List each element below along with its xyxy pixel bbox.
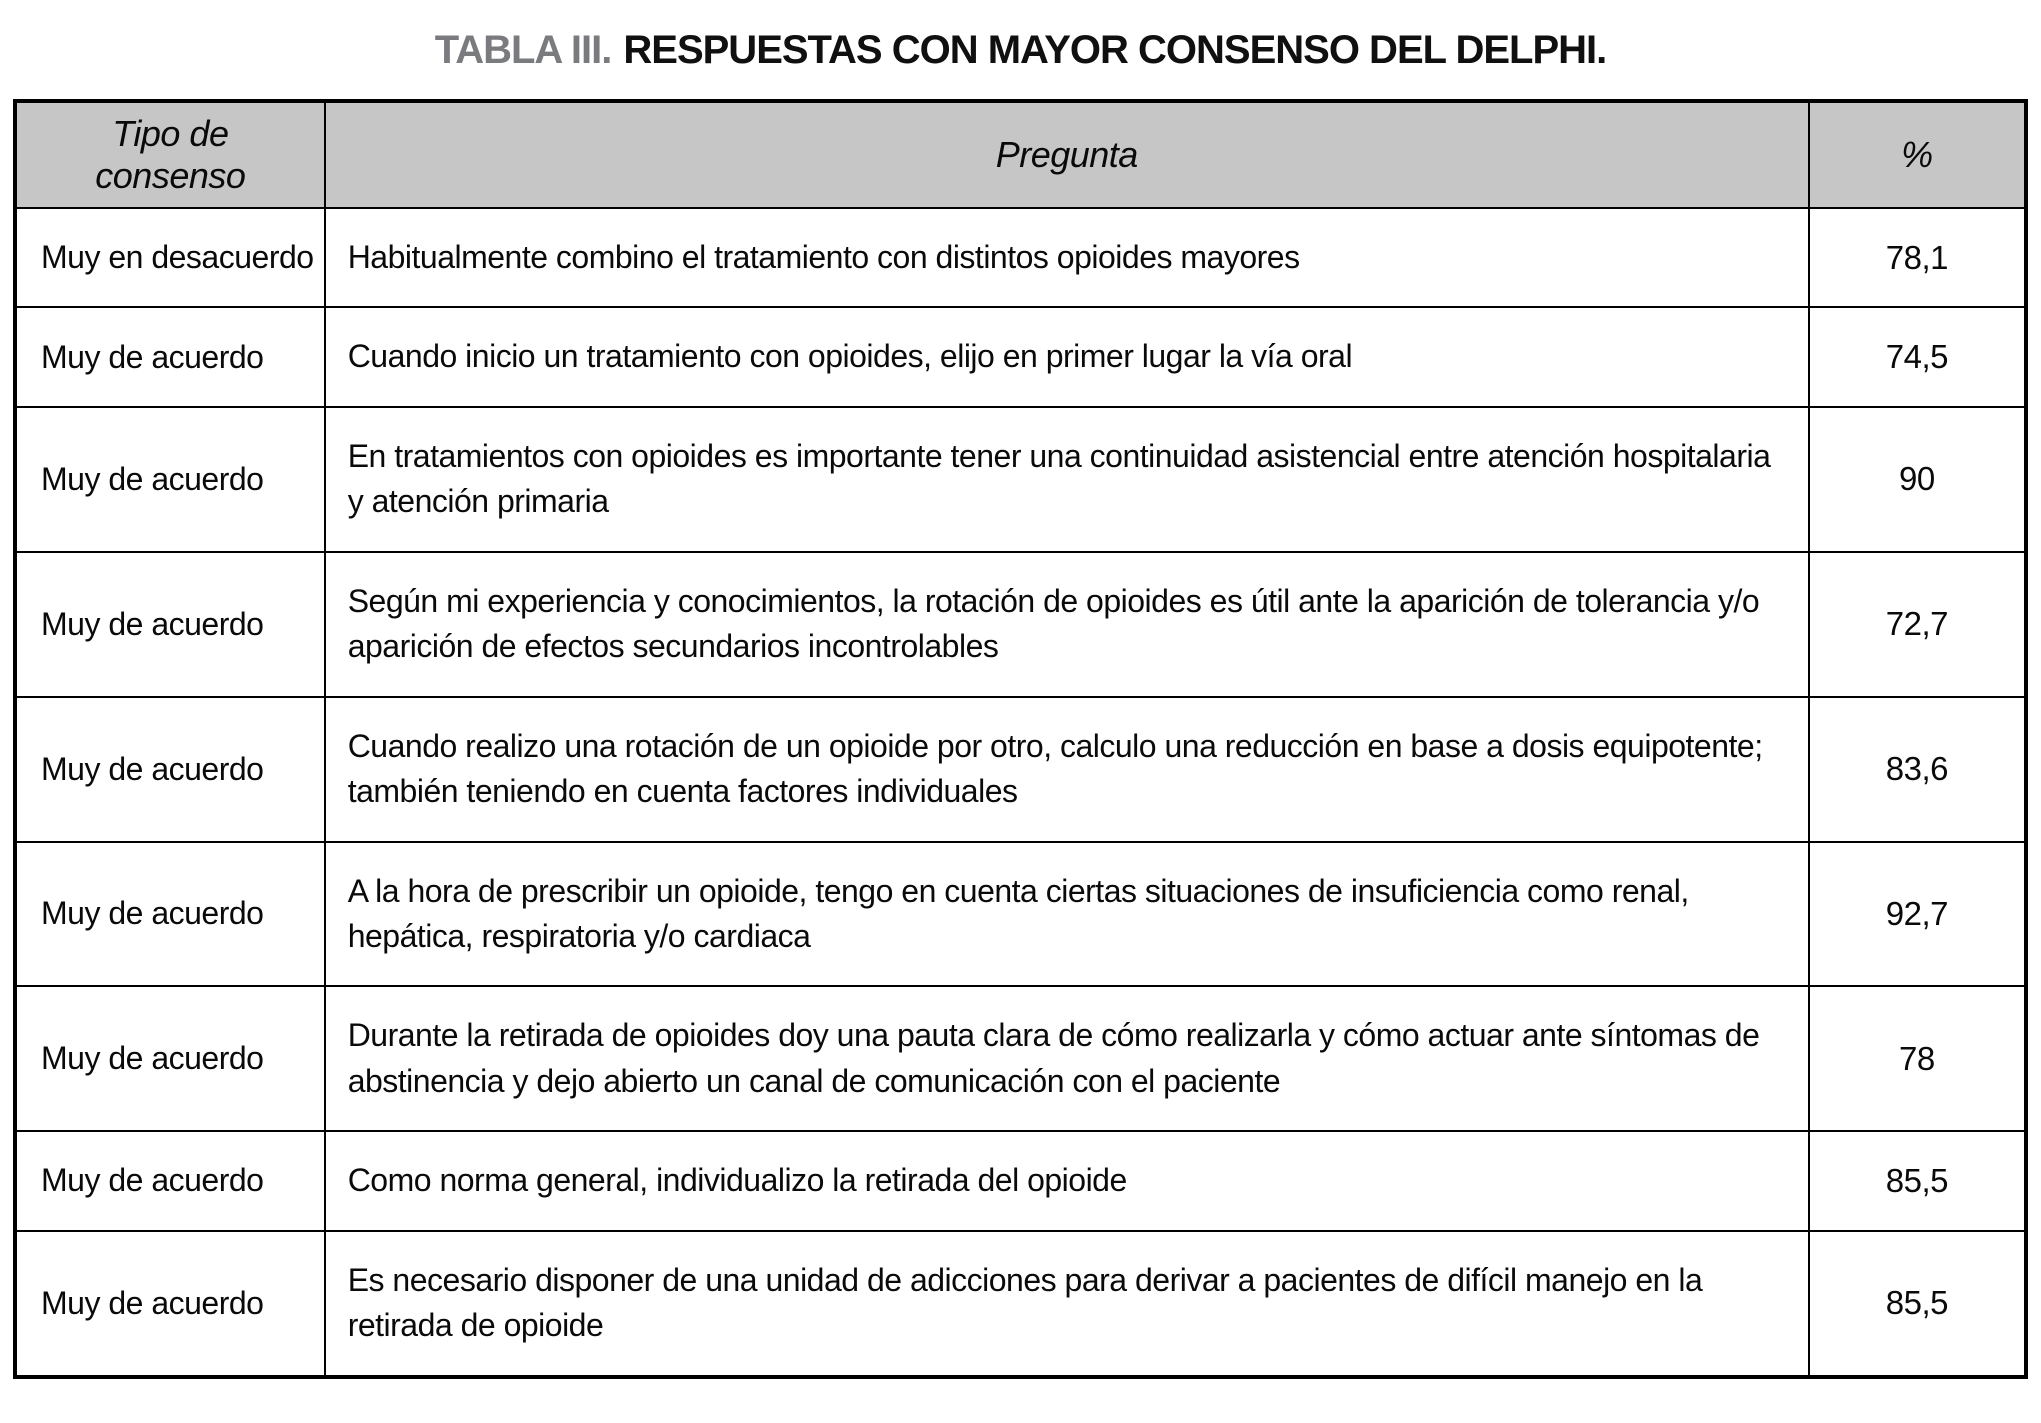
consensus-type-cell: Muy de acuerdo — [15, 842, 325, 987]
percent-cell: 85,5 — [1809, 1131, 2026, 1230]
consensus-type-cell: Muy de acuerdo — [15, 407, 325, 552]
header-row — [15, 101, 2026, 208]
table-row — [15, 1131, 2026, 1230]
table-row — [15, 552, 2026, 697]
header-percent: % — [1809, 101, 2026, 208]
percent-cell: 78,1 — [1809, 208, 2026, 307]
consensus-type-cell: Muy de acuerdo — [15, 307, 325, 406]
table-title — [13, 28, 2028, 73]
percent-cell: 90 — [1809, 407, 2026, 552]
table-title-label: TABLA III. — [434, 28, 612, 72]
question-cell: Es necesario disponer de una unidad de adicciones para derivar a pacientes de difícil manejo en la retirada de opioide — [325, 1231, 1809, 1377]
table-row — [15, 208, 2026, 307]
table-row — [15, 1231, 2026, 1377]
consensus-type-cell: Muy de acuerdo — [15, 1231, 325, 1377]
percent-cell: 83,6 — [1809, 697, 2026, 842]
table-header — [15, 101, 2026, 208]
question-cell: Según mi experiencia y conocimientos, la rotación de opioides es útil ante la aparición de tolerancia y/o aparición de efectos secundarios incontrolables — [325, 552, 1809, 697]
question-cell: Habitualmente combino el tratamiento con distintos opioides mayores — [325, 208, 1809, 307]
table-row — [15, 842, 2026, 987]
table-row — [15, 307, 2026, 406]
question-cell: Cuando inicio un tratamiento con opioides, elijo en primer lugar la vía oral — [325, 307, 1809, 406]
table-row — [15, 697, 2026, 842]
percent-cell: 92,7 — [1809, 842, 2026, 987]
table-row — [15, 986, 2026, 1131]
percent-cell: 74,5 — [1809, 307, 2026, 406]
question-cell: Cuando realizo una rotación de un opioide por otro, calculo una reducción en base a dosis equipotente; también teniendo en cuenta factores individuales — [325, 697, 1809, 842]
consensus-type-cell: Muy de acuerdo — [15, 697, 325, 842]
table-row — [15, 407, 2026, 552]
consensus-type-cell: Muy en desacuerdo — [15, 208, 325, 307]
question-cell: En tratamientos con opioides es importante tener una continuidad asistencial entre atención hospitalaria y atención primaria — [325, 407, 1809, 552]
consensus-type-cell: Muy de acuerdo — [15, 986, 325, 1131]
header-question: Pregunta — [325, 101, 1809, 208]
percent-cell: 72,7 — [1809, 552, 2026, 697]
table-title-text: RESPUESTAS CON MAYOR CONSENSO DEL DELPHI. — [623, 28, 1607, 72]
percent-cell: 78 — [1809, 986, 2026, 1131]
consensus-type-cell: Muy de acuerdo — [15, 1131, 325, 1230]
header-consensus-type: Tipo de consenso — [15, 101, 325, 208]
consensus-type-cell: Muy de acuerdo — [15, 552, 325, 697]
table-body — [15, 208, 2026, 1377]
question-cell: Durante la retirada de opioides doy una pauta clara de cómo realizarla y cómo actuar ante síntomas de abstinencia y dejo abierto un canal de comunicación con el paciente — [325, 986, 1809, 1131]
question-cell: A la hora de prescribir un opioide, tengo en cuenta ciertas situaciones de insuficiencia como renal, hepática, respiratoria y/o cardiaca — [325, 842, 1809, 987]
question-cell: Como norma general, individualizo la retirada del opioide — [325, 1131, 1809, 1230]
percent-cell: 85,5 — [1809, 1231, 2026, 1377]
consensus-table — [13, 99, 2028, 1379]
